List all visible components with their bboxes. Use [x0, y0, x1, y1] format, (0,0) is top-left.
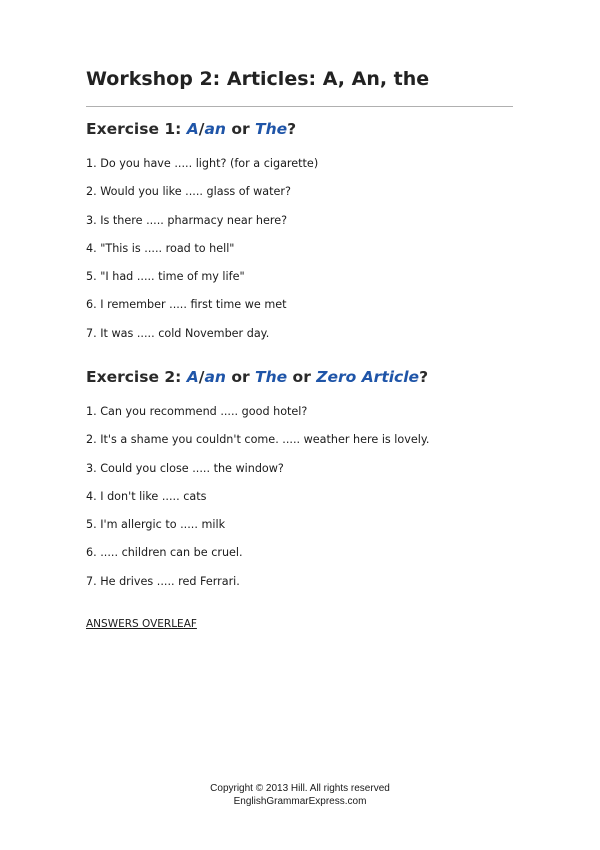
exercise-1-item-6: 6. I remember ..... first time we met [86, 298, 287, 312]
exercise-1-item-4: 4. "This is ..... road to hell" [86, 241, 235, 255]
exercise-2-item-3: 3. Could you close ..... the window? [86, 461, 284, 475]
site-name: EnglishGrammarExpress.com [233, 796, 367, 807]
page-footer [0, 782, 600, 808]
heading-slash: / [198, 368, 205, 386]
exercise-1-heading [86, 120, 296, 138]
keyword-a: A [186, 368, 199, 386]
copyright-text: Copyright © 2013 Hill. All rights reserved [210, 783, 390, 794]
exercise-2-item-2: 2. It's a shame you couldn't come. ..... weather here is lovely. [86, 433, 430, 447]
page-title: Workshop 2: Articles: A, An, the [86, 68, 430, 90]
heading-prefix: Exercise 2: [86, 368, 187, 386]
keyword-the: The [255, 120, 288, 138]
keyword-zero-article: Zero Article [316, 368, 420, 386]
heading-or: or [225, 120, 256, 138]
heading-or-2: or [287, 368, 317, 386]
heading-prefix: Exercise 1: [86, 120, 187, 138]
exercise-1-item-7: 7. It was ..... cold November day. [86, 326, 270, 340]
keyword-an: an [204, 120, 226, 138]
exercise-1-item-1: 1. Do you have ..... light? (for a cigarette) [86, 157, 319, 170]
heading-slash: / [198, 120, 205, 138]
exercise-2-item-6: 6. ..... children can be cruel. [86, 546, 243, 560]
heading-suffix: ? [287, 120, 297, 138]
exercise-2-item-5: 5. I'm allergic to ..... milk [86, 518, 226, 532]
exercise-2-list [86, 405, 429, 603]
exercise-2-item-7: 7. He drives ..... red Ferrari. [86, 574, 240, 588]
exercise-1-item-2: 2. Would you like ..... glass of water? [86, 185, 291, 199]
exercise-2-item-1: 1. Can you recommend ..... good hotel? [86, 405, 308, 418]
title-divider [86, 106, 513, 107]
keyword-an: an [204, 368, 226, 386]
exercise-2-item-4: 4. I don't like ..... cats [86, 489, 207, 503]
keyword-a: A [186, 120, 199, 138]
exercise-1-list [86, 157, 318, 355]
heading-or: or [225, 368, 256, 386]
heading-suffix: ? [419, 368, 429, 386]
keyword-the: The [255, 368, 288, 386]
answers-overleaf-link[interactable]: ANSWERS OVERLEAF [86, 618, 197, 630]
exercise-2-heading [86, 368, 428, 386]
exercise-1-item-5: 5. "I had ..... time of my life" [86, 270, 245, 284]
exercise-1-item-3: 3. Is there ..... pharmacy near here? [86, 213, 288, 227]
